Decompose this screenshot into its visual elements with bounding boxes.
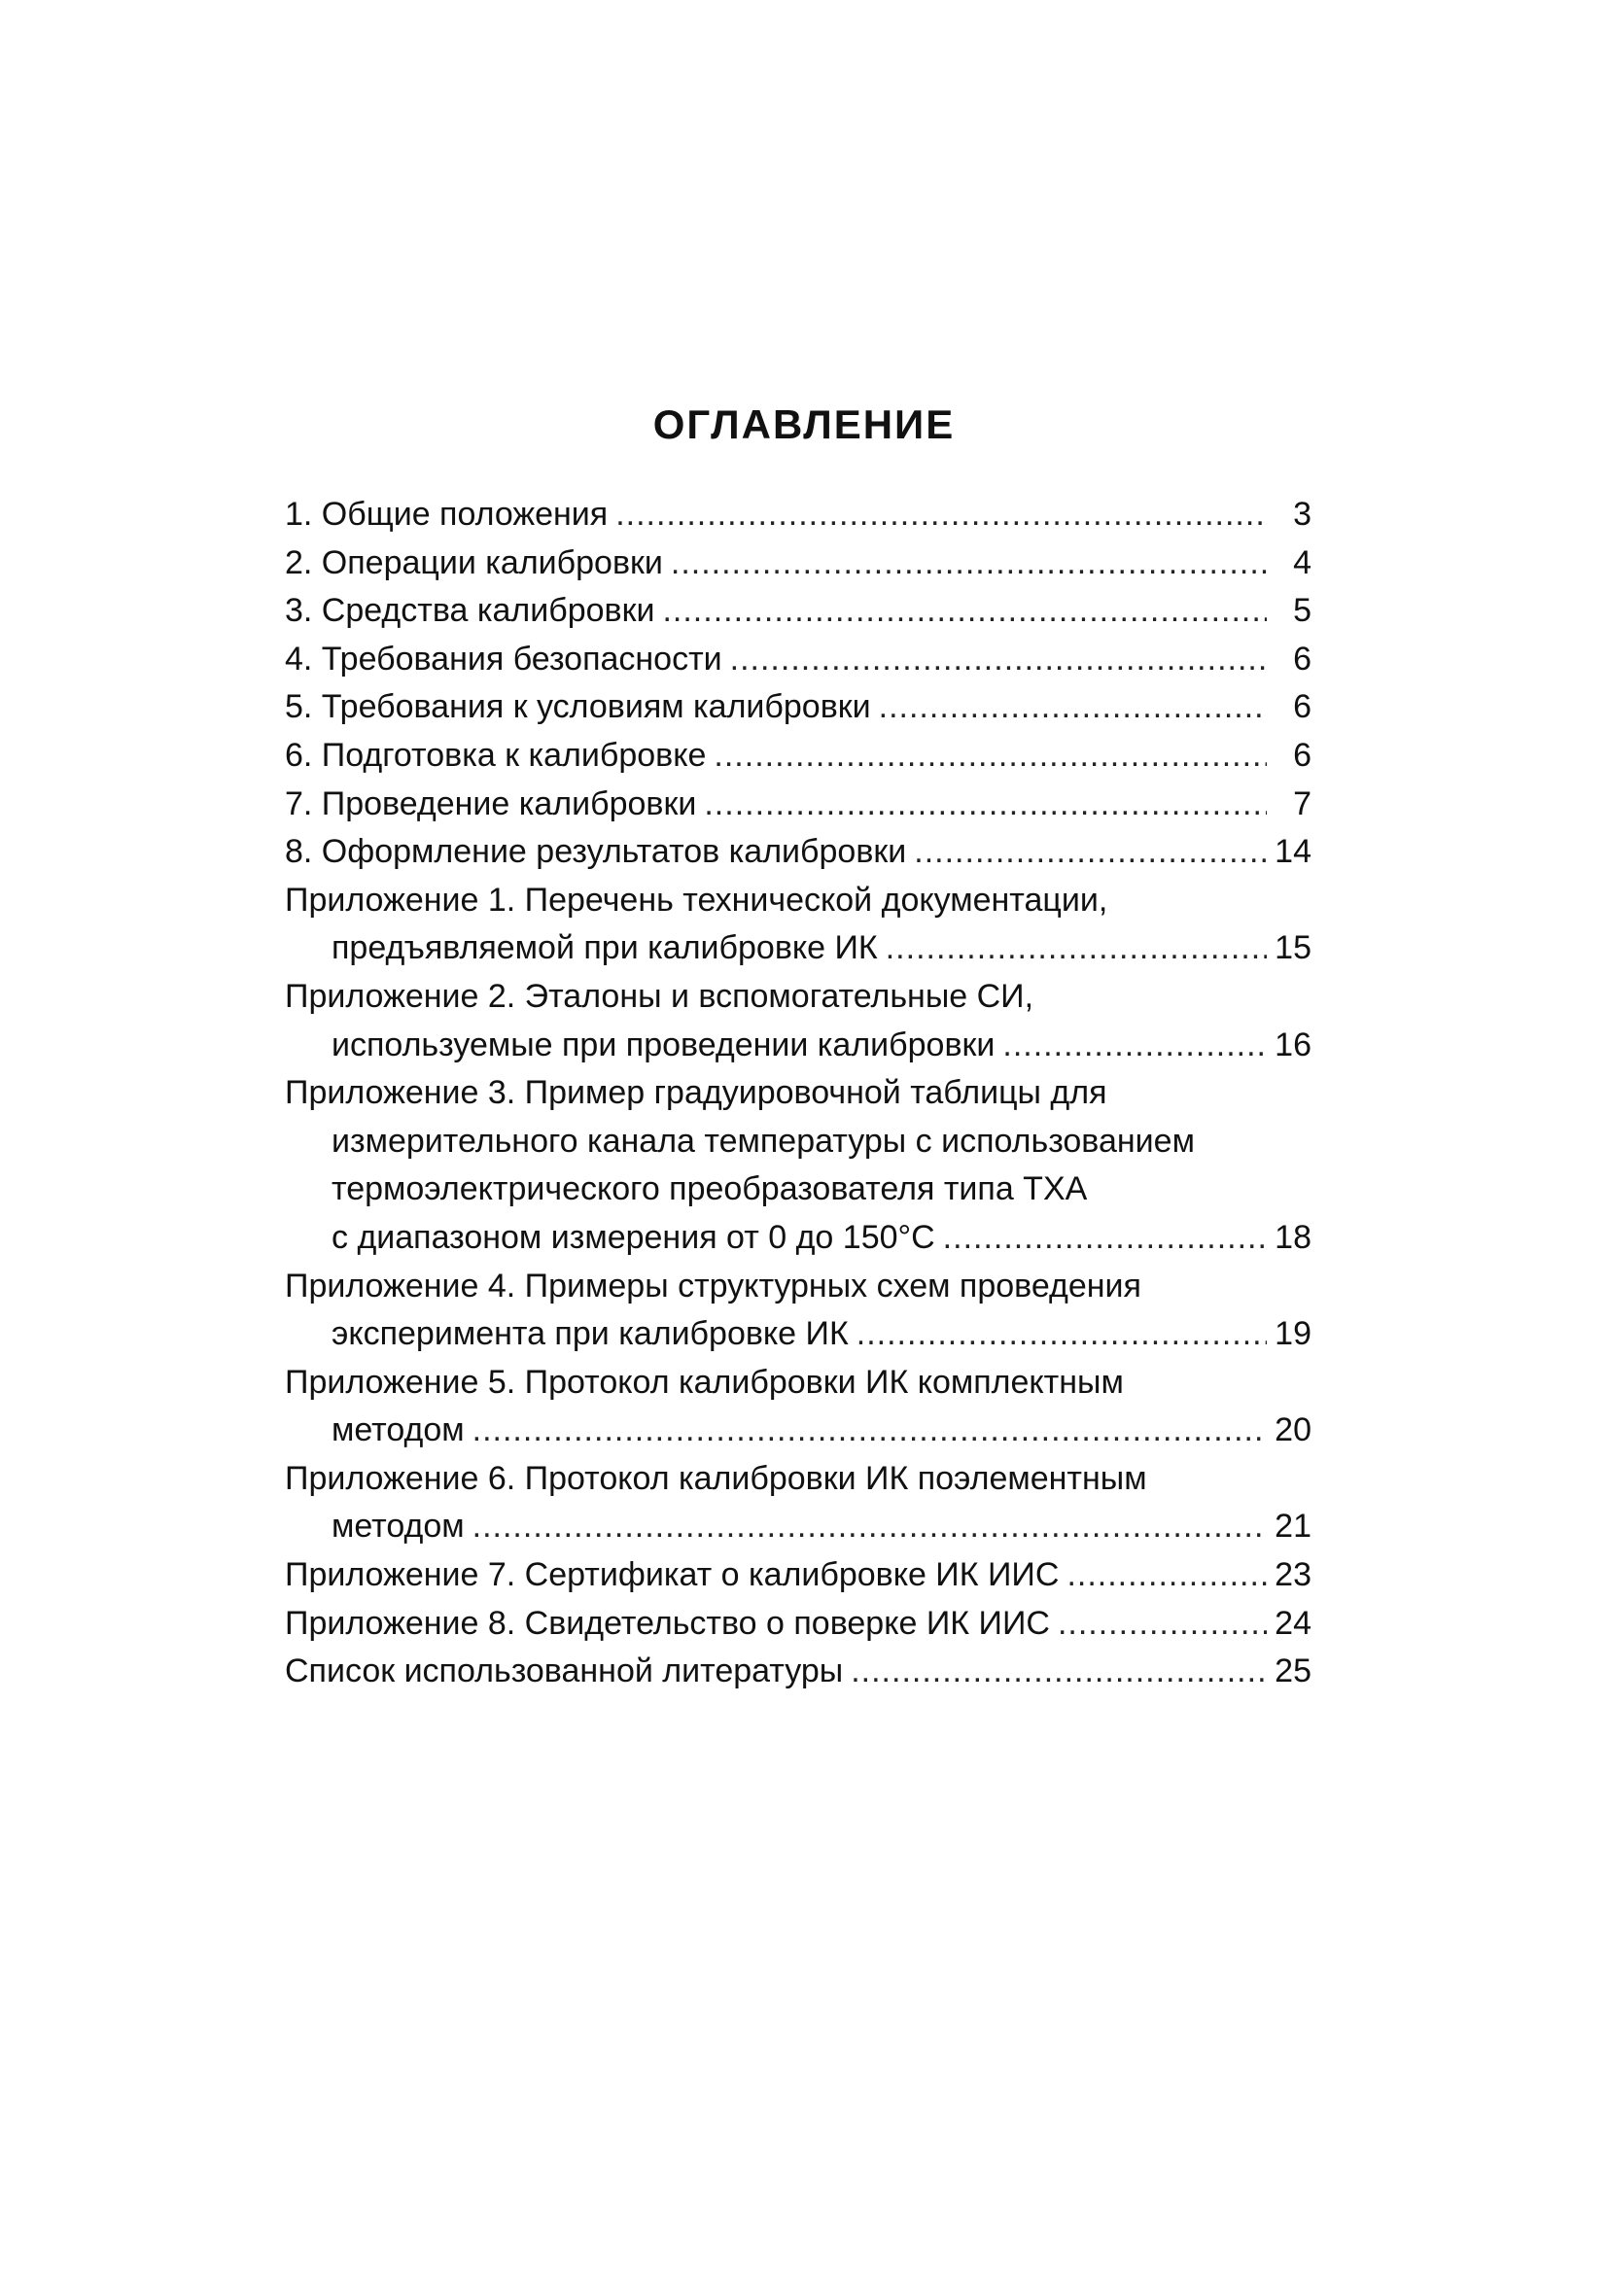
toc-entry-final-line [285,539,1311,588]
page-number: 21 [1275,1508,1311,1546]
page-number: 14 [1275,833,1311,871]
dot-leader [714,732,1267,781]
toc-entry-text: термоэлектрического преобразователя типа ТХА [332,1170,1088,1208]
toc-entry-final-line [285,1600,1311,1649]
dot-leader [886,924,1267,973]
toc-entry-final-line [285,1407,1311,1455]
page-number: 23 [1275,1556,1311,1594]
toc-entry-line [285,1359,1311,1408]
toc-entry[interactable] [285,1455,1311,1551]
toc-entry-final-line [285,587,1311,636]
toc-entry-text: 4. Требования безопасности [285,640,722,678]
toc-entry-text: Приложение 1. Перечень технической документации, [285,881,1108,919]
dot-leader [704,781,1267,829]
dot-leader [943,1214,1267,1263]
toc-entry[interactable] [285,683,1311,732]
toc-entry-text: Приложение 8. Свидетельство о поверке ИК ИИС [285,1604,1050,1642]
toc-entry-final-line [285,924,1311,973]
toc-entry-final-line [285,1022,1311,1070]
toc-entry-text: методом [332,1508,465,1546]
toc-entry-final-line [285,732,1311,781]
page-number: 7 [1293,784,1311,822]
dot-leader [662,587,1267,636]
toc-entry-line [285,973,1311,1022]
toc-entry-text: 2. Операции калибровки [285,543,663,581]
page-number: 6 [1293,736,1311,774]
page-number: 20 [1275,1411,1311,1449]
toc-entry-line [285,1069,1311,1118]
toc-entry[interactable] [285,781,1311,829]
toc-entry-final-line [285,1551,1311,1600]
dot-leader [914,828,1267,877]
toc-entry-text: методом [332,1411,465,1449]
toc-entry-text: Приложение 6. Протокол калибровки ИК поэлементным [285,1459,1147,1497]
page-title: ОГЛАВЛЕНИЕ [652,401,956,447]
toc-entry[interactable] [285,973,1311,1069]
toc-entry-line [285,1263,1311,1311]
dot-leader [1002,1022,1267,1070]
toc-entry-line [285,1118,1311,1166]
toc-entry-text: используемые при проведении калибровки [332,1026,996,1063]
page-number: 18 [1275,1218,1311,1256]
toc-entry[interactable] [285,636,1311,684]
toc-entry[interactable] [285,1600,1311,1649]
toc-entry-text: 1. Общие положения [285,496,609,533]
toc-entry-line [285,877,1311,925]
toc-entry[interactable] [285,1359,1311,1455]
toc-entry-text: измерительного канала температуры с использованием [332,1122,1195,1160]
toc-entry-final-line [285,828,1311,877]
page-number: 6 [1293,640,1311,678]
dot-leader [1058,1600,1267,1649]
dot-leader [879,683,1267,732]
page-number: 5 [1293,592,1311,630]
toc-entry-text: Приложение 2. Эталоны и вспомогательные СИ, [285,977,1034,1015]
toc-entry-text: 5. Требования к условиям калибровки [285,688,871,726]
toc-entry[interactable] [285,877,1311,973]
toc-entry[interactable] [285,1263,1311,1359]
toc-entry-text: 3. Средства калибровки [285,592,655,630]
toc-entry-text: эксперимента при калибровке ИК [332,1315,849,1353]
toc-entry-text: 8. Оформление результатов калибровки [285,833,907,871]
dot-leader [730,636,1267,684]
toc-entry-text: Приложение 7. Сертификат о калибровке ИК ИИС [285,1556,1060,1594]
toc-entry-line [285,1165,1311,1214]
toc-entry[interactable] [285,1069,1311,1262]
toc-entry-text: Приложение 5. Протокол калибровки ИК комплектным [285,1363,1124,1401]
toc-entry-text: Список использованной литературы [285,1652,844,1690]
toc-entry-final-line [285,1648,1311,1696]
toc-entry-final-line [285,1310,1311,1359]
toc-entry[interactable] [285,1648,1311,1696]
page-number: 19 [1275,1315,1311,1353]
toc-entry[interactable] [285,828,1311,877]
toc-entry-final-line [285,1214,1311,1263]
toc-entry-text: Приложение 3. Пример градуировочной таблицы для [285,1074,1107,1112]
page-number: 16 [1275,1026,1311,1063]
toc-entry-text: 6. Подготовка к калибровке [285,736,707,774]
toc-entry-text: предъявляемой при калибровке ИК [332,929,878,967]
toc-entry[interactable] [285,587,1311,636]
toc-entry[interactable] [285,539,1311,588]
toc-entry[interactable] [285,491,1311,539]
toc-entry[interactable] [285,1551,1311,1600]
toc-entry-final-line [285,781,1311,829]
toc-entry-text: Приложение 4. Примеры структурных схем проведения [285,1267,1141,1305]
page-number: 24 [1275,1604,1311,1642]
dot-leader [472,1407,1267,1455]
toc-entry-final-line [285,636,1311,684]
dot-leader [851,1648,1267,1696]
toc-entry-text: с диапазоном измерения от 0 до 150°С [332,1218,935,1256]
dot-leader [472,1503,1267,1551]
page-number: 15 [1275,929,1311,967]
toc-entry[interactable] [285,732,1311,781]
toc-entry-final-line [285,1503,1311,1551]
page-number: 25 [1275,1652,1311,1690]
page-number: 4 [1293,543,1311,581]
toc-entry-final-line [285,683,1311,732]
dot-leader [615,491,1267,539]
dot-leader [1066,1551,1267,1600]
page-number: 3 [1293,496,1311,533]
toc-entry-text: 7. Проведение калибровки [285,784,697,822]
dot-leader [856,1310,1267,1359]
page-number: 6 [1293,688,1311,726]
toc-entry-final-line [285,491,1311,539]
toc-entry-line [285,1455,1311,1504]
dot-leader [671,539,1267,588]
table-of-contents [285,491,1311,1696]
